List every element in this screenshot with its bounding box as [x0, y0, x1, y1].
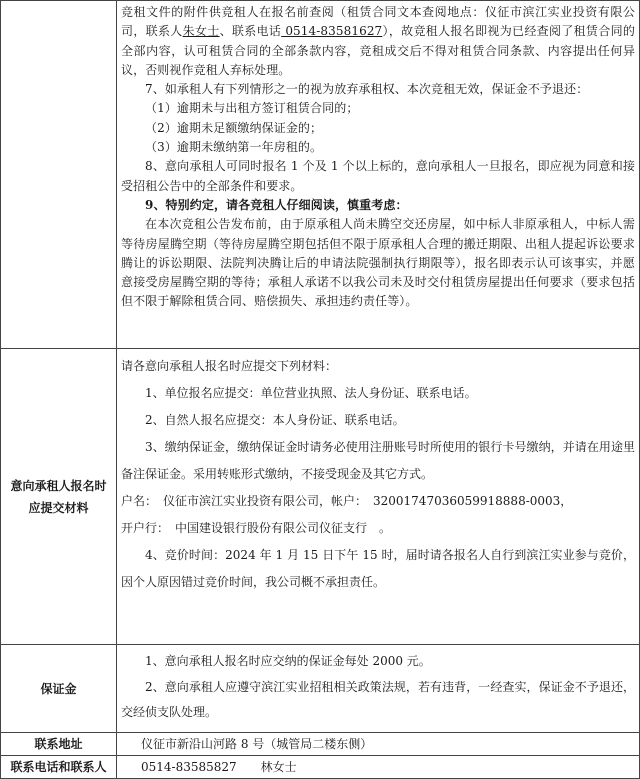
row-lease-terms — [1, 1, 640, 349]
application-materials-content — [117, 349, 640, 645]
contract-review-text: 竞租文件的附件供竞租人在报名前查阅（租赁合同文本查阅地点：仪征市滨江实业投资有限公司，联系人 — [121, 5, 635, 39]
materials-item-2: 2、自然人报名应提交：本人身份证、联系电话。 — [145, 413, 405, 427]
clause-7-item-2: （2）逾期未足额缴纳保证金的； — [145, 120, 323, 135]
deposit-item-2: 2、意向承租人应遵守滨江实业招租相关政策法规，若有违背，一经查实，保证金不予退还，交经侦支队处理。 — [121, 679, 635, 719]
row-deposit — [1, 645, 640, 733]
contact-label: 联系电话和联系人 — [1, 756, 117, 779]
contract-review-text-mid: 、联系电话 — [219, 24, 282, 39]
address-value: 仪征市新沿山河路 8 号（城管局二楼东侧） — [141, 736, 373, 751]
application-materials-label: 意向承租人报名时应提交材料 — [1, 349, 117, 645]
contact-value: 0514-83585827 林女士 — [141, 759, 297, 774]
clause-7-item-3: （3）逾期未缴纳第一年房租的。 — [145, 140, 323, 155]
empty-label-cell — [1, 1, 117, 349]
row-address — [1, 733, 640, 756]
clause-7-item-1: （1）逾期未与出租方签订租赁合同的； — [145, 101, 359, 116]
bank-line: 开户行： 中国建设银行股份有限公司仪征支行 。 — [121, 521, 392, 535]
row-application-materials — [1, 349, 640, 645]
materials-item-3: 3、缴纳保证金，缴纳保证金时请务必使用注册账号时所使用的银行卡号缴纳，并请在用途里备注保证金。采用转账形式缴纳，不接受现金及其它方式。 — [121, 440, 635, 481]
deposit-content — [117, 645, 640, 733]
contract-review-text-end: ），故竞租人报名即视为已经查阅了租赁合同的全部内容，认可租赁合同的全部条款内容，竞租成交后不得对租赁合同条款、内容提出任何异议，否则视作竞租人弃标处理。 — [121, 24, 635, 77]
clause-9-title: 9、特别约定，请各竞租人仔细阅读，慎重考虑： — [145, 197, 408, 212]
account-line: 户名： 仪征市滨江实业投资有限公司，帐户： 32001747036059918888-0003， — [121, 494, 573, 508]
deposit-label: 保证金 — [1, 645, 117, 733]
contract-review-paragraph — [121, 3, 635, 80]
address-label: 联系地址 — [1, 733, 117, 756]
contact-content — [117, 756, 640, 779]
clause-9-body: 在本次竞租公告发布前，由于原承租人尚未腾空交还房屋，如中标人非原承租人，中标人需等待房屋腾空期（等待房屋腾空期包括但不限于原承租人合理的搬迁期限、出租人提起诉讼要求腾让的诉讼期限、法院判决腾让后的申请法院强制执行期限等），报名即表示认可该事实，并愿意接受房屋腾空期的等待；承租人承诺不以我公司未及时交付租赁房屋提出任何要求（要求包括但不限于解除租赁合同、赔偿损失、承担违约责任等）。 — [121, 217, 635, 309]
contact-name: 朱女士 — [182, 24, 220, 39]
lease-terms-content — [117, 1, 640, 349]
materials-item-1: 1、单位报名应提交：单位营业执照、法人身份证、联系电话。 — [145, 386, 477, 400]
address-content — [117, 733, 640, 756]
materials-intro: 请各意向承租人报名时应提交下列材料： — [121, 359, 338, 373]
deposit-item-1: 1、意向承租人报名时应交纳的保证金每处 2000 元。 — [145, 654, 431, 668]
clause-8: 8、意向承租人可同时报名 1 个及 1 个以上标的，意向承租人一旦报名，即应视为同意和接受招租公告中的全部条件和要求。 — [121, 159, 635, 193]
contact-phone: 0514-83581627 — [281, 24, 383, 39]
row-contact — [1, 756, 640, 779]
clause-7: 7、如承租人有下列情形之一的视为放弃承租权、本次竞租无效，保证金不予退还： — [145, 82, 589, 97]
materials-item-4: 4、竞价时间：2024 年 1 月 15 日下午 15 时，届时请各报名人自行到滨江实业参与竞价，因个人原因错过竞价时间，我公司概不承担责任。 — [121, 548, 635, 589]
